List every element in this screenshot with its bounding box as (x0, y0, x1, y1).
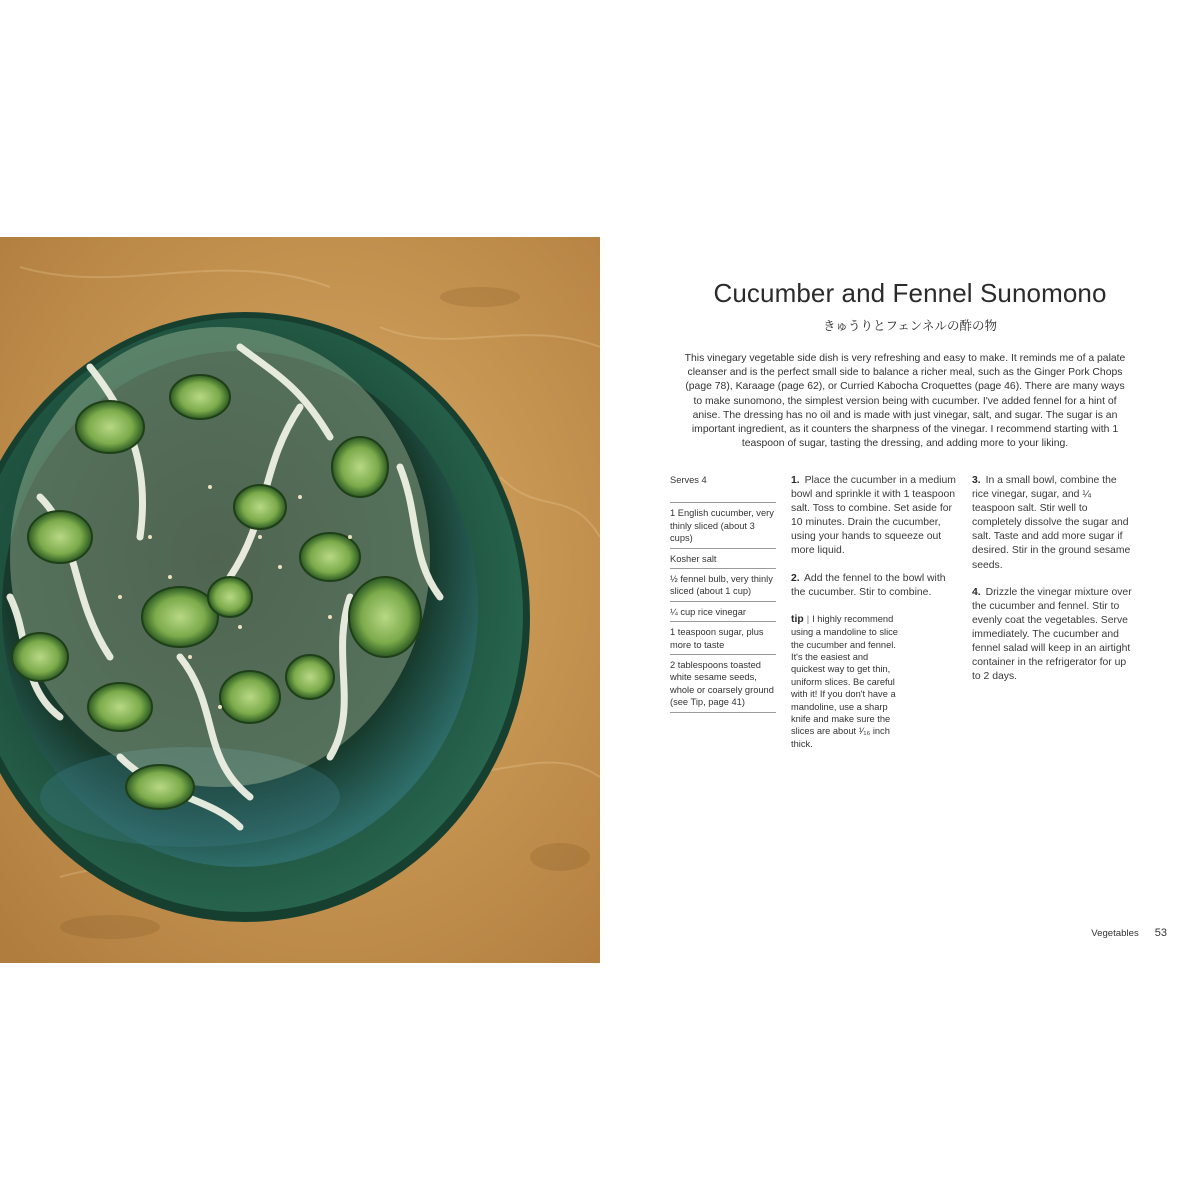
step-4 (972, 586, 1134, 685)
step-number: 2. (791, 572, 800, 584)
salad-bowl-illustration (0, 237, 600, 963)
page-footer (1091, 927, 1167, 939)
ingredient-item: ¼ cup rice vinegar (670, 602, 776, 622)
recipe-japanese-title: きゅうりとフェンネルの酢の物 (822, 318, 997, 333)
recipe-photo (0, 237, 600, 963)
step-number: 3. (972, 475, 981, 486)
page-number: 53 (1154, 927, 1167, 939)
tip-separator: | (806, 613, 810, 624)
tip-text: I highly recommend using a mandoline to slice the cucumber and fennel. It's the easiest and quickest way to get thin, uniform slices. Be careful with it! If you don't have a mandoline, use a sharp knife and make sure the slices are about ¹⁄₁₆ inch thick. (791, 613, 898, 749)
ingredients-list (670, 474, 776, 713)
step-text: Drizzle the vinegar mixture over the cucumber and fennel. Stir to evenly coat the vegetables. Serve immediately. The cucumber and fennel salad will keep in an airtight container in the refrigerator for up to 2 days. (972, 586, 1132, 683)
step-text: Place the cucumber in a medium bowl and sprinkle it with 1 teaspoon salt. Toss to combine. Set aside for 10 minutes. Drain the cucumber, using your hands to squeeze out more liquid. (791, 475, 956, 557)
step-number: 4. (972, 586, 981, 598)
recipe-title: Cucumber and Fennel Sunomono (713, 278, 1107, 308)
step-text: In a small bowl, combine the rice vinegar, sugar, and ¼ teaspoon salt. Stir well to completely dissolve the sugar and salt. Taste and add more sugar if desired. Stir in the ground sesame seeds. (972, 475, 1131, 571)
step-2 (791, 572, 961, 600)
steps-column-1 (791, 474, 961, 750)
tip-label: tip (791, 613, 804, 625)
step-1 (791, 474, 961, 559)
step-text: Add the fennel to the bowl with the cucumber. Stir to combine. (791, 572, 946, 598)
serves-count: Serves 4 (670, 474, 776, 503)
ingredient-item: 1 English cucumber, very thinly sliced (about 3 cups) (670, 503, 776, 548)
ingredient-item: Kosher salt (670, 549, 776, 569)
recipe-intro: This vinegary vegetable side dish is very refreshing and easy to make. It reminds me of a palate cleanser and is the perfect small side to balance a richer meal, such as the Ginger Pork Chops (page 78), Karaage (page 62), or Curried Kabocha Croquettes (page 46). There are many ways to make sunomono, the simplest version being with cucumber. I've added fennel for a hint of anise. The dressing has no oil and is made with just vinegar, salt, and sugar. The sugar is an important ingredient, as it counters the sharpness of the vinegar. I recommend starting with 1 teaspoon of sugar, tasting the dressing, and adding more to your liking. (684, 353, 1126, 450)
ingredient-item: 2 tablespoons toasted white sesame seeds, whole or coarsely ground (see Tip, page 41) (670, 655, 776, 713)
step-number: 1. (791, 475, 800, 486)
ingredient-item: 1 teaspoon sugar, plus more to taste (670, 622, 776, 655)
steps-column-2 (972, 474, 1134, 697)
tip-box (791, 613, 899, 750)
section-name: Vegetables (1091, 928, 1139, 939)
step-3 (972, 474, 1134, 573)
ingredient-item: ½ fennel bulb, very thinly sliced (about 1 cup) (670, 569, 776, 602)
